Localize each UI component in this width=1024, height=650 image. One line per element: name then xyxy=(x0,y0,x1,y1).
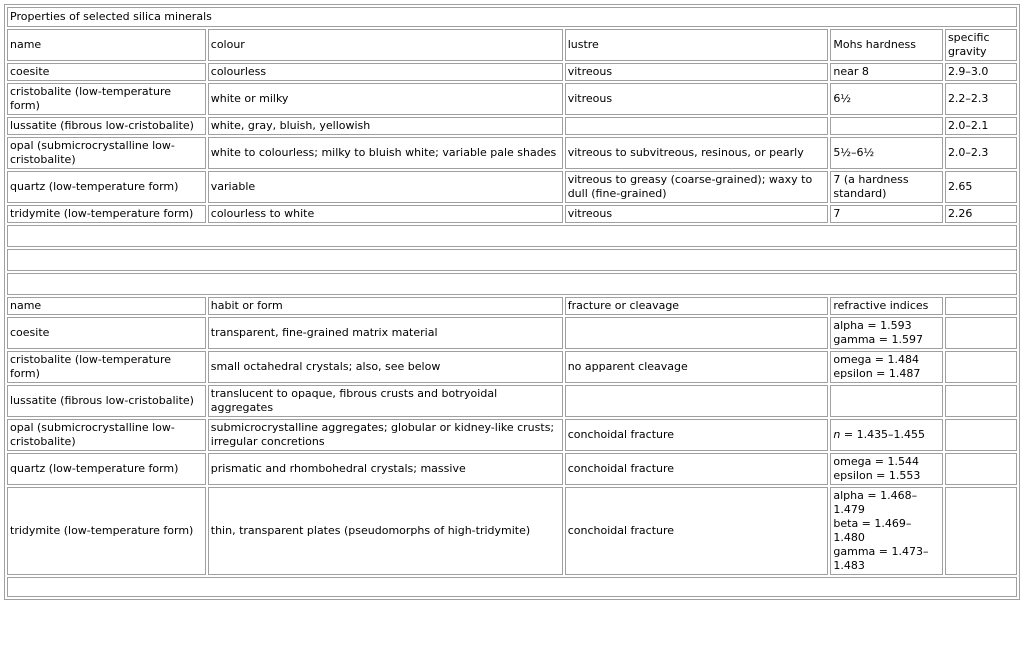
cell-name: tridymite (low-temperature form) xyxy=(7,205,206,223)
cell-name: lussatite (fibrous low-cristobalite) xyxy=(7,385,206,417)
spacer-cell xyxy=(7,273,1017,295)
cell-mohs: 5½–6½ xyxy=(830,137,943,169)
cell-empty xyxy=(945,385,1017,417)
ri-line: alpha = 1.593 xyxy=(833,319,912,332)
cell-fracture: no apparent cleavage xyxy=(565,351,829,383)
table1-header-mohs: Mohs hardness xyxy=(830,29,943,61)
table1-row xyxy=(7,137,1017,169)
cell-refractive xyxy=(830,487,943,575)
ri-line: epsilon = 1.487 xyxy=(833,367,921,380)
table1-header-row xyxy=(7,29,1017,61)
cell-refractive xyxy=(830,453,943,485)
cell-mohs: near 8 xyxy=(830,63,943,81)
cell-empty xyxy=(945,317,1017,349)
cell-colour: white to colourless; milky to bluish white; variable pale shades xyxy=(208,137,563,169)
cell-lustre: vitreous to greasy (coarse-grained); waxy to dull (fine-grained) xyxy=(565,171,829,203)
cell-name: cristobalite (low-temperature form) xyxy=(7,83,206,115)
cell-lustre: vitreous xyxy=(565,205,829,223)
ri-line: beta = 1.469–1.480 xyxy=(833,517,912,544)
cell-habit: transparent, fine-grained matrix material xyxy=(208,317,563,349)
spacer-row xyxy=(7,273,1017,295)
cell-colour: white or milky xyxy=(208,83,563,115)
table1-row xyxy=(7,63,1017,81)
cell-mohs: 6½ xyxy=(830,83,943,115)
spacer-cell xyxy=(7,225,1017,247)
cell-habit: small octahedral crystals; also, see below xyxy=(208,351,563,383)
cell-gravity: 2.65 xyxy=(945,171,1017,203)
cell-refractive xyxy=(830,351,943,383)
cell-lustre: vitreous to subvitreous, resinous, or pearly xyxy=(565,137,829,169)
cell-name: tridymite (low-temperature form) xyxy=(7,487,206,575)
caption-row xyxy=(7,7,1017,27)
cell-habit: prismatic and rhombohedral crystals; massive xyxy=(208,453,563,485)
cell-lustre xyxy=(565,117,829,135)
cell-lustre: vitreous xyxy=(565,63,829,81)
table1-row xyxy=(7,117,1017,135)
cell-name: quartz (low-temperature form) xyxy=(7,171,206,203)
cell-fracture xyxy=(565,317,829,349)
cell-gravity: 2.0–2.3 xyxy=(945,137,1017,169)
table1-header-name: name xyxy=(7,29,206,61)
ri-variable: n xyxy=(833,428,841,441)
ri-line: omega = 1.544 xyxy=(833,455,920,468)
cell-lustre: vitreous xyxy=(565,83,829,115)
cell-empty xyxy=(945,487,1017,575)
table2-header-empty xyxy=(945,297,1017,315)
cell-colour: colourless to white xyxy=(208,205,563,223)
cell-name: cristobalite (low-temperature form) xyxy=(7,351,206,383)
cell-gravity: 2.9–3.0 xyxy=(945,63,1017,81)
ri-line: gamma = 1.597 xyxy=(833,333,923,346)
ri-line: gamma = 1.473–1.483 xyxy=(833,545,929,572)
table2-row xyxy=(7,317,1017,349)
ri-line: = 1.435–1.455 xyxy=(840,428,926,441)
ri-line: alpha = 1.468–1.479 xyxy=(833,489,918,516)
table2-row xyxy=(7,419,1017,451)
table2-header-refractive: refractive indices xyxy=(830,297,943,315)
table1-row xyxy=(7,205,1017,223)
table2-row xyxy=(7,453,1017,485)
cell-gravity: 2.26 xyxy=(945,205,1017,223)
cell-empty xyxy=(945,351,1017,383)
silica-minerals-table-container xyxy=(4,4,1020,600)
cell-empty xyxy=(945,453,1017,485)
table1-row xyxy=(7,171,1017,203)
table2-row xyxy=(7,487,1017,575)
cell-name: coesite xyxy=(7,63,206,81)
table2-header-row xyxy=(7,297,1017,315)
footer-spacer-row xyxy=(7,577,1017,597)
table2-header-habit: habit or form xyxy=(208,297,563,315)
silica-minerals-table xyxy=(4,4,1020,600)
cell-empty xyxy=(945,419,1017,451)
spacer-cell xyxy=(7,577,1017,597)
cell-name: quartz (low-temperature form) xyxy=(7,453,206,485)
cell-name: opal (submicrocrystalline low-cristobalite) xyxy=(7,419,206,451)
cell-mohs: 7 (a hardness standard) xyxy=(830,171,943,203)
cell-refractive xyxy=(830,385,943,417)
ri-line: omega = 1.484 xyxy=(833,353,920,366)
cell-colour: variable xyxy=(208,171,563,203)
table1-header-colour: colour xyxy=(208,29,563,61)
cell-habit: thin, transparent plates (pseudomorphs of high-tridymite) xyxy=(208,487,563,575)
cell-name: opal (submicrocrystalline low-cristobalite) xyxy=(7,137,206,169)
cell-gravity: 2.2–2.3 xyxy=(945,83,1017,115)
cell-gravity: 2.0–2.1 xyxy=(945,117,1017,135)
cell-colour: colourless xyxy=(208,63,563,81)
table1-header-lustre: lustre xyxy=(565,29,829,61)
cell-name: lussatite (fibrous low-cristobalite) xyxy=(7,117,206,135)
cell-refractive xyxy=(830,317,943,349)
cell-fracture: conchoidal fracture xyxy=(565,487,829,575)
cell-colour: white, gray, bluish, yellowish xyxy=(208,117,563,135)
table2-header-name: name xyxy=(7,297,206,315)
cell-habit: translucent to opaque, fibrous crusts and botryoidal aggregates xyxy=(208,385,563,417)
ri-line: epsilon = 1.553 xyxy=(833,469,921,482)
cell-fracture: conchoidal fracture xyxy=(565,453,829,485)
table2-row xyxy=(7,385,1017,417)
cell-habit: submicrocrystalline aggregates; globular or kidney-like crusts; irregular concretions xyxy=(208,419,563,451)
table2-header-fracture: fracture or cleavage xyxy=(565,297,829,315)
spacer-cell xyxy=(7,249,1017,271)
spacer-row xyxy=(7,249,1017,271)
cell-name: coesite xyxy=(7,317,206,349)
cell-fracture: conchoidal fracture xyxy=(565,419,829,451)
spacer-row xyxy=(7,225,1017,247)
cell-mohs: 7 xyxy=(830,205,943,223)
table1-header-gravity: specific gravity xyxy=(945,29,1017,61)
cell-refractive xyxy=(830,419,943,451)
table2-row xyxy=(7,351,1017,383)
table1-row xyxy=(7,83,1017,115)
cell-mohs xyxy=(830,117,943,135)
table-caption: Properties of selected silica minerals xyxy=(7,7,1017,27)
cell-fracture xyxy=(565,385,829,417)
